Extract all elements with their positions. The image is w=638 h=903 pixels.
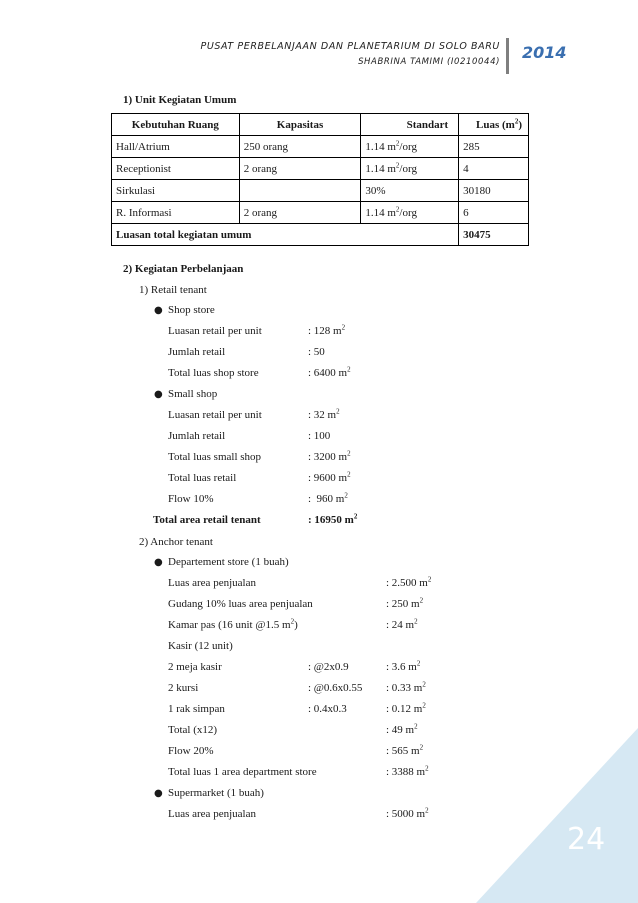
table-cell: R. Informasi	[112, 202, 240, 224]
table-cell: Receptionist	[112, 158, 240, 180]
small-shop-value: : 100	[308, 430, 331, 442]
shop-store-value: : 6400 $m^2$	[308, 365, 351, 379]
table-cell: 30%	[361, 180, 459, 202]
dept-store-title: Departement store (1 buah)	[168, 556, 289, 568]
small-shop-value: : 9600 $m^2$	[308, 470, 351, 484]
small-shop-label: Flow 10%	[168, 493, 214, 505]
table-cell: Hall/Atrium	[112, 136, 240, 158]
table-total-row	[112, 224, 529, 246]
table-row	[112, 158, 529, 180]
col-header: Kebutuhan Ruang	[112, 114, 240, 136]
col-header: Luas $(m^2)$	[459, 114, 529, 136]
dept-store-value: : 24 $m^2$	[386, 617, 418, 631]
small-shop-value: : 32 $m^2$	[308, 407, 340, 421]
dept-store-value: : 250 $m^2$	[386, 596, 424, 610]
total-label: Luasan total kegiatan umum	[112, 224, 459, 246]
anchor-tenant-heading: 2) Anchor tenant	[139, 536, 213, 548]
small-shop-label: Luasan retail per unit	[168, 409, 262, 421]
dept-store-mid: : @2x0.9	[308, 661, 349, 673]
table-cell: 1.14 $m^2$/org	[361, 136, 459, 158]
shop-store-title: Shop store	[168, 304, 215, 316]
small-shop-value: : 3200 $m^2$	[308, 449, 351, 463]
dept-store-mid: : @0.6x0.55	[308, 682, 363, 694]
header-line-1: PUSAT PERBELANJAAN DAN PLANETARIUM DI SOLO BARU	[200, 41, 500, 52]
table-row	[112, 136, 529, 158]
supermarket-title: Supermarket (1 buah)	[168, 787, 264, 799]
table-row	[112, 202, 529, 224]
retail-total-value: : 16950 $m^2$	[308, 512, 358, 526]
dept-store-label: 2 kursi	[168, 682, 199, 694]
table-cell: 1.14 $m^2$/org	[361, 202, 459, 224]
header-year: 2014	[522, 43, 567, 62]
retail-total-label: Total area retail tenant	[153, 514, 261, 526]
table-cell: 2 orang	[239, 158, 361, 180]
table-cell: 4	[459, 158, 529, 180]
dept-store-value: : 0.12 $m^2$	[386, 701, 426, 715]
table-header-row	[112, 114, 529, 136]
dept-store-label: 2 meja kasir	[168, 661, 222, 673]
dept-store-label: Total (x12)	[168, 724, 218, 736]
dept-store-mid: : 0.4x0.3	[308, 703, 347, 715]
header-divider	[506, 38, 509, 74]
dept-store-label: Total luas 1 area department store	[168, 766, 317, 778]
section-1-heading: 1) Unit Kegiatan Umum	[123, 94, 237, 106]
dept-store-label: Gudang 10% luas area penjualan	[168, 598, 313, 610]
col-header: Kapasitas	[239, 114, 361, 136]
table-cell: 6	[459, 202, 529, 224]
shop-store-label: Jumlah retail	[168, 346, 226, 358]
section-2-heading: 2) Kegiatan Perbelanjaan	[123, 263, 244, 275]
table-cell: Sirkulasi	[112, 180, 240, 202]
col-header: Standart	[361, 114, 459, 136]
shop-store-value: : 128 $m^2$	[308, 323, 346, 337]
dept-store-value: : 49 $m^2$	[386, 722, 418, 736]
bullet-icon: ●	[154, 305, 163, 316]
dept-store-label: 1 rak simpan	[168, 703, 225, 715]
supermarket-label: Luas area penjualan	[168, 808, 256, 820]
shop-store-label: Total luas shop store	[168, 367, 259, 379]
small-shop-label: Jumlah retail	[168, 430, 226, 442]
total-value: 30475	[459, 224, 529, 246]
page-number: 24	[567, 822, 606, 857]
bullet-icon: ●	[154, 557, 163, 568]
table-cell: 250 orang	[239, 136, 361, 158]
dept-store-label: Luas area penjualan	[168, 577, 256, 589]
dept-store-value: : 0.33 $m^2$	[386, 680, 426, 694]
small-shop-title: Small shop	[168, 388, 218, 400]
dept-store-value: : 2.500 $m^2$	[386, 575, 432, 589]
table-row	[112, 180, 529, 202]
small-shop-label: Total luas small shop	[168, 451, 262, 463]
table-cell: 285	[459, 136, 529, 158]
shop-store-value: : 50	[308, 346, 325, 358]
table-cell: 30180	[459, 180, 529, 202]
dept-store-label: Kasir (12 unit)	[168, 640, 233, 652]
shop-store-label: Luasan retail per unit	[168, 325, 262, 337]
header-line-2: SHABRINA TAMIMI (I0210044)	[358, 57, 500, 67]
dept-store-value: : 3.6 $m^2$	[386, 659, 421, 673]
page-corner-triangle	[476, 728, 638, 903]
dept-store-value: : 565 $m^2$	[386, 743, 424, 757]
dept-store-label: Kamar pas (16 unit @1.5 $m^2$)	[168, 617, 298, 631]
table-cell: 1.14 $m^2$/org	[361, 158, 459, 180]
dept-store-value: : 3388 $m^2$	[386, 764, 429, 778]
small-shop-label: Total luas retail	[168, 472, 237, 484]
table-cell: 2 orang	[239, 202, 361, 224]
bullet-icon: ●	[154, 788, 163, 799]
small-shop-value: : 960 $m^2$	[308, 491, 348, 505]
bullet-icon: ●	[154, 389, 163, 400]
kegiatan-umum-table	[111, 113, 529, 246]
dept-store-label: Flow 20%	[168, 745, 214, 757]
table-cell	[239, 180, 361, 202]
supermarket-value: : 5000 $m^2$	[386, 806, 429, 820]
retail-tenant-heading: 1) Retail tenant	[139, 284, 207, 296]
